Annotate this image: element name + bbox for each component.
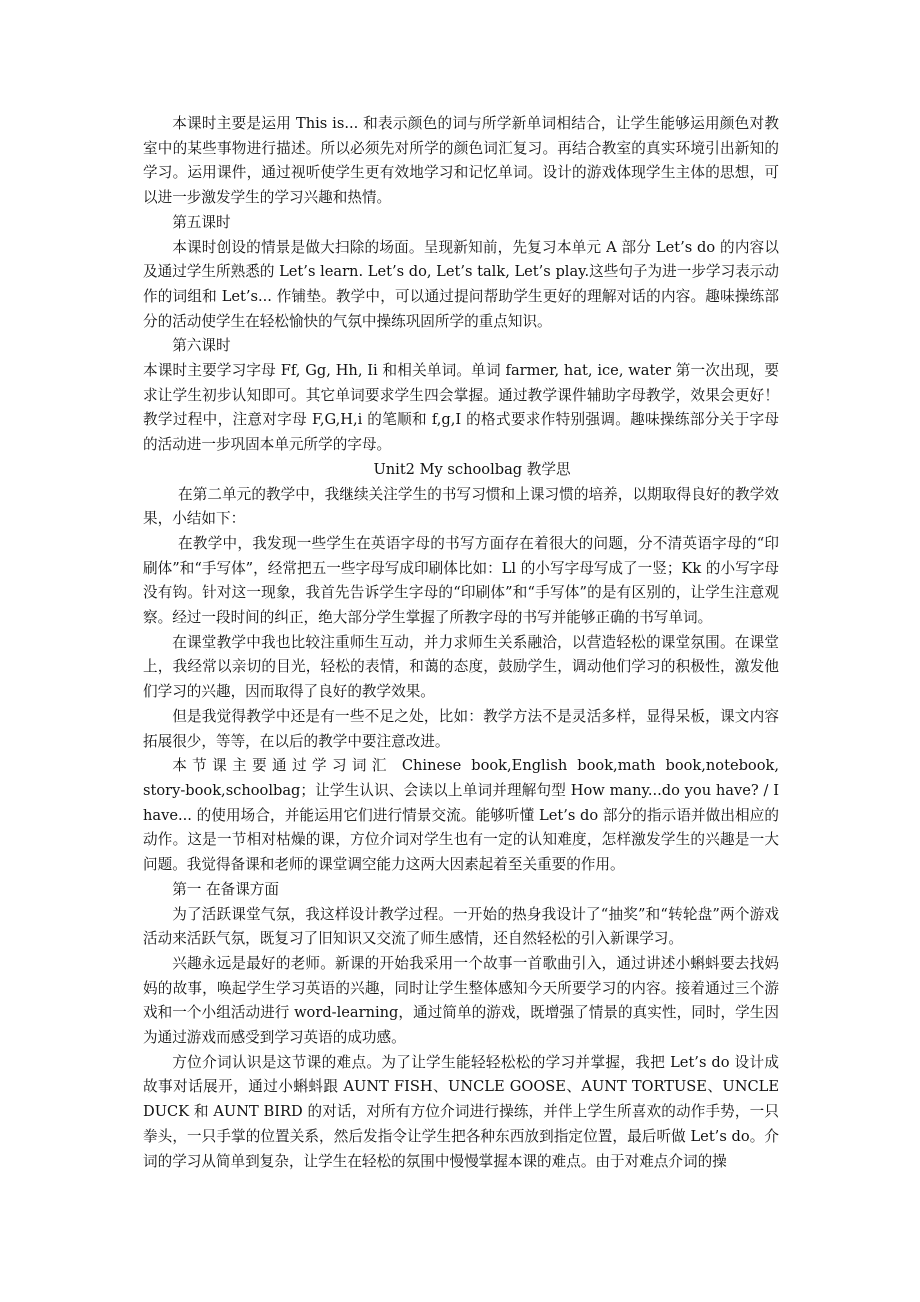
paragraph-interaction: 在课堂教学中我也比较注重师生互动，并力求师生关系融洽，以营造轻松的课堂氛围。在课堂上，我经常以亲切的目光，轻松的表情，和蔼的态度，鼓励学生，调动他们学习的积极性，激发他们学习的兴趣，因而取得了良好的教学效果。 <box>143 633 779 701</box>
paragraph-vocabulary-first-line: 本节课主要通过学习词汇 Chinese book,English book,math book,notebook, <box>172 757 779 775</box>
paragraph-games: 为了活跃课堂气氛，我这样设计教学过程。一开始的热身我设计了“抽奖”和“转轮盘”两个游戏活动来活跃气氛，既复习了旧知识又交流了师生感情，还自然轻松的引入新课学习。 <box>143 905 779 948</box>
paragraph-lesson-6: 本课时主要学习字母 Ff, Gg, Hh, Ii 和相关单词。单词 farmer, hat, ice, water 第一次出现，要求让学生初步认知即可。其它单词要求学生四会掌握。通过教学课件辅助字母教学，效果会更好！教学过程中，注意对字母 F,G,H,i 的笔顺和 f,g,I 的格式要求作特别强调。趣味操练部分关于字母的活动进一步巩固本单元所学的字母。 <box>143 362 779 454</box>
paragraph-unit2-intro: 在第二单元的教学中，我继续关注学生的书写习惯和上课习惯的培养，以期取得良好的教学效果，小结如下： <box>143 485 779 528</box>
heading-lesson-6: 第六课时 <box>172 337 231 355</box>
heading-lesson-5: 第五课时 <box>172 213 231 231</box>
paragraph-vocabulary <box>143 754 779 878</box>
paragraph-intro: 本课时主要是运用 This is... 和表示颜色的词与所学新单词相结合，让学生能够运用颜色对教室中的某些事物进行描述。所以必须先对所学的颜色词汇复习。再结合教室的真实环境引出新知的学习。运用课件，通过视听使学生更有效地学习和记忆单词。设计的游戏体现学生主体的思想，可以进一步激发学生的学习兴趣和热情。 <box>143 115 779 207</box>
paragraph-shortcomings: 但是我觉得教学中还是有一些不足之处，比如：教学方法不是灵活多样，显得呆板，课文内容拓展很少，等等，在以后的教学中要注意改进。 <box>143 707 779 750</box>
paragraph-interest: 兴趣永远是最好的老师。新课的开始我采用一个故事一首歌曲引入，通过讲述小蝌蚪要去找妈妈的故事，唤起学生学习英语的兴趣，同时让学生整体感知今天所要学习的内容。接着通过三个游戏和一个小组活动进行 word-learning，通过简单的游戏，既增强了情景的真实性，同时，学生因为通过游戏而感受到学习英语的成功感。 <box>143 954 779 1047</box>
heading-lesson-prep: 第一 在备课方面 <box>172 880 279 898</box>
paragraph-vocabulary-rest: story-book,schoolbag；让学生认识、会读以上单词并理解句型 How many...do you have? / I have... 的使用场合，并能运用它们进行情景交流。能够听懂 Let’s do 部分的指示语并做出相应的动作。这是一节相对枯燥的课，方位介词对学生也有一定的认知难度，怎样激发学生的兴趣是一大问题。我觉得备课和老师的课堂调空能力这两大因素起着至关重要的作用。 <box>143 781 779 874</box>
unit2-title: Unit2 My schoolbag 教学思 <box>373 460 571 478</box>
paragraph-lesson-5: 本课时创设的情景是做大扫除的场面。呈现新知前，先复习本单元 A 部分 Let’s do 的内容以及通过学生所熟悉的 Let’s learn. Let’s do, Let’s talk, Let’s play.这些句子为进一步学习表示动作的词组和 Let’s... 作铺垫。教学中，可以通过提问帮助学生更好的理解对话的内容。趣味操练部分的活动使学生在轻松愉快的气氛中操练巩固所学的重点知识。 <box>143 238 779 330</box>
paragraph-prepositions: 方位介词认识是这节课的难点。为了让学生能轻轻松松的学习并掌握，我把 Let’s do 设计成故事对话展开，通过小蝌蚪跟 AUNT FISH、UNCLE GOOSE、AUNT TORTUSE、UNCLEDUCK 和 AUNT BIRD 的对话，对所有方位介词进行操练，并伴上学生所喜欢的动作手势，一只拳头，一只手掌的位置关系，然后发指令让学生把各种东西放到指定位置，最后听做 Let’s do。介词的学习从简单到复杂，让学生在轻松的氛围中慢慢掌握本课的难点。由于对难点介词的操 <box>143 1053 779 1170</box>
paragraph-writing-habits: 在教学中，我发现一些学生在英语字母的书写方面存在着很大的问题，分不清英语字母的“印刷体”和“手写体”，经常把五一些字母写成印刷体比如：Ll 的小写字母写成了一竖；Kk 的小写字母没有钩。针对这一现象，我首先告诉学生字母的“印刷体”和“手写体”的是有区别的，让学生注意观察。经过一段时间的纠正，绝大部分学生掌握了所教字母的书写并能够正确的书写单词。 <box>143 534 779 627</box>
document-page <box>143 112 779 1174</box>
